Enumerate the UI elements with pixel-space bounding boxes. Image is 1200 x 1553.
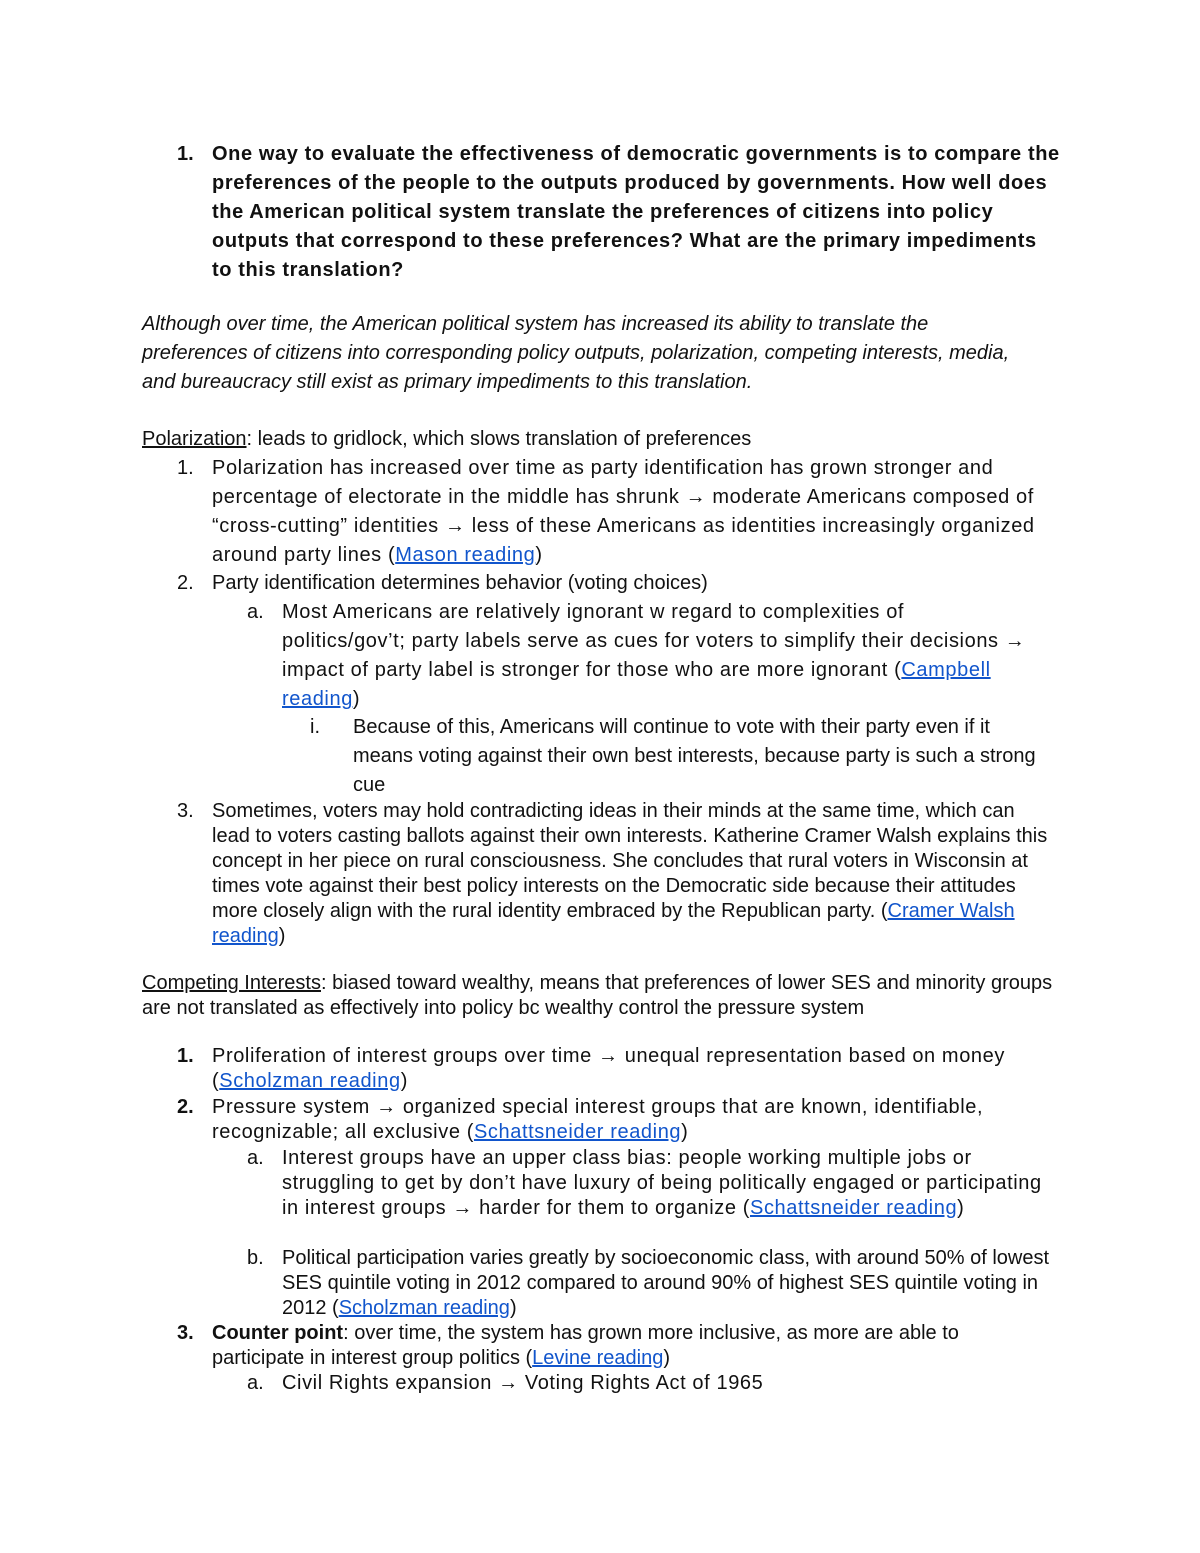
list-item-text: Political participation varies greatly by socioeconomic class, with around 50% of lowest SES quintile voting in 2012 compared to around 90% of highest SES quintile voting in 2012 (Scholzman reading) xyxy=(282,1247,1050,1319)
polarization-item-2a-i xyxy=(310,713,1050,800)
polarization-item-3 xyxy=(177,799,1057,949)
competing-item-2b xyxy=(247,1246,1067,1321)
list-item-text: Party identification determines behavior (voting choices) xyxy=(212,572,708,594)
competing-item-3 xyxy=(177,1321,1057,1371)
campbell-reading-link[interactable]: Campbell reading xyxy=(282,659,991,710)
mason-reading-link[interactable]: Mason reading xyxy=(395,544,536,566)
schattsneider-reading-link-2[interactable]: Schattsneider reading xyxy=(750,1197,958,1219)
list-item-text: Civil Rights expansion → Voting Rights Act of 1965 xyxy=(282,1372,764,1394)
list-number: 1. xyxy=(177,457,194,479)
polarization-heading-rest: : leads to gridlock, which slows translation of preferences xyxy=(246,428,752,450)
scholzman-reading-link-2[interactable]: Scholzman reading xyxy=(338,1297,510,1319)
list-number: 3. xyxy=(177,1322,194,1344)
cramer-walsh-reading-link[interactable]: Cramer Walsh reading xyxy=(212,900,1015,947)
question xyxy=(177,140,1077,285)
list-letter: a. xyxy=(247,601,264,623)
counter-point-label: Counter point xyxy=(212,1322,344,1344)
competing-item-2a xyxy=(247,1146,1067,1221)
list-letter: a. xyxy=(247,1372,264,1394)
polarization-heading: Polarization xyxy=(142,428,247,450)
thesis-text: Although over time, the American political system has increased its ability to translate the preferences of citizens into corresponding policy outputs, polarization, competing interests, media, and bureaucracy still exist as primary impediments to this translation. xyxy=(142,313,1010,393)
polarization-item-2 xyxy=(177,569,1057,598)
list-roman: i. xyxy=(310,716,320,738)
list-number: 2. xyxy=(177,572,194,594)
competing-heading-rest: : biased toward wealthy, means that preferences of lower SES and minority groups are not translated as effectively into policy bc wealthy control the pressure system xyxy=(142,972,1053,1019)
list-item-text: Sometimes, voters may hold contradicting ideas in their minds at the same time, which can lead to voters casting ballots against their own interests. Katherine Cramer Walsh explains this concept in her piece on rural consciousness. She concludes that rural voters in Wisconsin at times vote against their best policy interests on the Democratic side because their attitudes more closely align with the rural identity embraced by the Republican party. (Cramer Walsh reading) xyxy=(212,800,1048,947)
competing-item-2 xyxy=(177,1095,1057,1145)
competing-item-3a xyxy=(247,1371,1067,1396)
list-letter: a. xyxy=(247,1147,264,1169)
competing-heading-line xyxy=(142,971,1062,1021)
list-number: 3. xyxy=(177,800,194,822)
list-item-text: Counter point: over time, the system has grown more inclusive, as more are able to participate in interest group politics (Levine reading) xyxy=(212,1322,959,1369)
thesis xyxy=(142,310,1022,397)
competing-item-1 xyxy=(177,1044,1057,1094)
list-item-text: Pressure system → organized special interest groups that are known, identifiable, recognizable; all exclusive (Schattsneider reading) xyxy=(212,1096,984,1143)
polarization-heading-line xyxy=(142,425,1062,454)
schattsneider-reading-link[interactable]: Schattsneider reading xyxy=(473,1121,682,1143)
list-item-text: Polarization has increased over time as party identification has grown stronger and percentage of electorate in the middle has shrunk → moderate Americans composed of “cross-cutting” identities → less of these Americans as identities increasingly organized around party lines (Mason reading) xyxy=(212,457,1035,566)
question-text: One way to evaluate the effectiveness of democratic governments is to compare the preferences of the people to the outputs produced by governments. How well does the American political system translate the preferences of citizens into policy outputs that correspond to these preferences? What are the primary impediments to this translation? xyxy=(212,143,1060,281)
list-letter: b. xyxy=(247,1247,264,1269)
polarization-section xyxy=(142,425,1062,454)
polarization-item-1 xyxy=(177,454,1057,570)
list-item-text: Because of this, Americans will continue to vote with their party even if it means voting against their own best interests, because party is such a strong cue xyxy=(353,716,1036,796)
polarization-item-2a xyxy=(247,598,1047,714)
scholzman-reading-link[interactable]: Scholzman reading xyxy=(219,1070,401,1092)
list-item-text: Most Americans are relatively ignorant w regard to complexities of politics/gov’t; party labels serve as cues for voters to simplify their decisions → impact of party label is stronger for those who are more ignorant (Campbell reading) xyxy=(282,601,1026,710)
list-number: 2. xyxy=(177,1096,194,1118)
question-number: 1. xyxy=(177,143,194,165)
list-item-text: Proliferation of interest groups over time → unequal representation based on money (Scholzman reading) xyxy=(212,1045,1005,1092)
list-item-text: Interest groups have an upper class bias: people working multiple jobs or struggling to get by don’t have luxury of being politically engaged or participating in interest groups → harder for them to organize (Schattsneider reading) xyxy=(282,1147,1042,1219)
list-number: 1. xyxy=(177,1045,194,1067)
competing-heading: Competing Interests xyxy=(142,972,321,994)
competing-section xyxy=(142,971,1062,1021)
levine-reading-link[interactable]: Levine reading xyxy=(532,1347,664,1369)
